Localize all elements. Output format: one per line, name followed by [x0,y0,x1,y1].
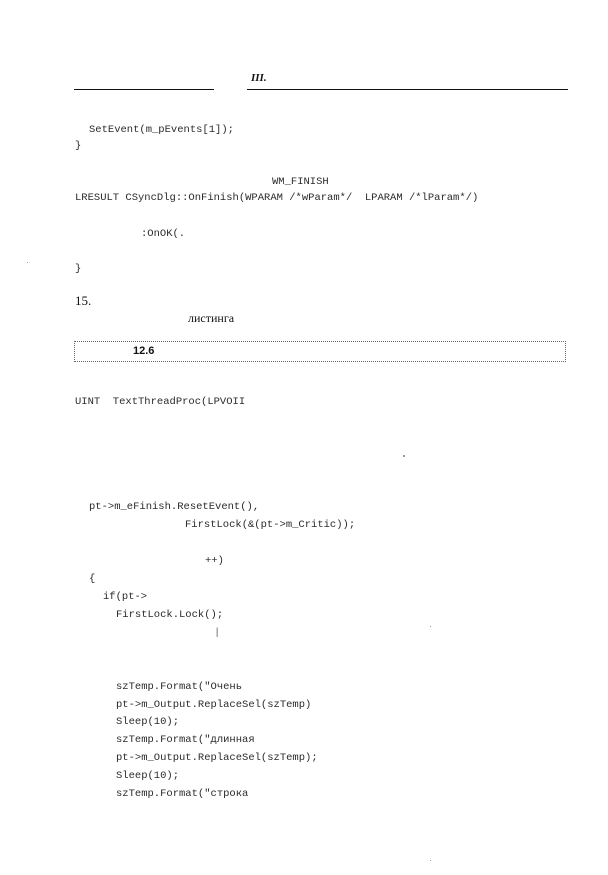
section-number: 15. [75,293,92,308]
listing-number: 12.6 [133,345,155,357]
part-label: III. [251,72,267,84]
code-line: Sleep(10); [116,770,180,782]
code-line: :OnOK(. [141,228,186,240]
code-line: if(pt-> [103,591,148,603]
code-line: szTemp.Format("Очень [116,681,243,693]
code-line: { [89,573,96,585]
code-line: FirstLock(&(pt->m_Critic)); [185,519,356,531]
code-line: LRESULT CSyncDlg::OnFinish(WPARAM /*wParam*/ LPARAM /*lParam*/) [75,192,479,204]
code-line: UINT TextThreadProc(LPVOII [75,396,246,408]
listing-caption: листинга [188,311,235,325]
scan-speck [430,860,431,861]
header-rule-right [247,89,568,90]
code-line: FirstLock.Lock(); [116,609,224,621]
code-line: szTemp.Format("строка [116,788,249,800]
header-rule-left [74,89,214,90]
code-line: pt->m_Output.ReplaceSel(szTemp); [116,752,318,764]
code-line: pt->m_Output.ReplaceSel(szTemp) [116,699,312,711]
code-line: ++) [205,555,224,567]
scan-speck [430,626,431,627]
code-line: szTemp.Format("длинная [116,734,255,746]
code-line: } [75,263,82,275]
code-line: WM_FINISH [272,176,329,188]
code-line: SetEvent(m_pEvents[1]); [89,124,234,136]
code-line: pt->m_eFinish.ResetEvent(), [89,501,260,513]
scan-speck [27,262,28,263]
scan-speck [403,455,405,457]
code-line: } [75,140,82,152]
code-line: Sleep(10); [116,716,180,728]
code-line: | [214,627,221,639]
